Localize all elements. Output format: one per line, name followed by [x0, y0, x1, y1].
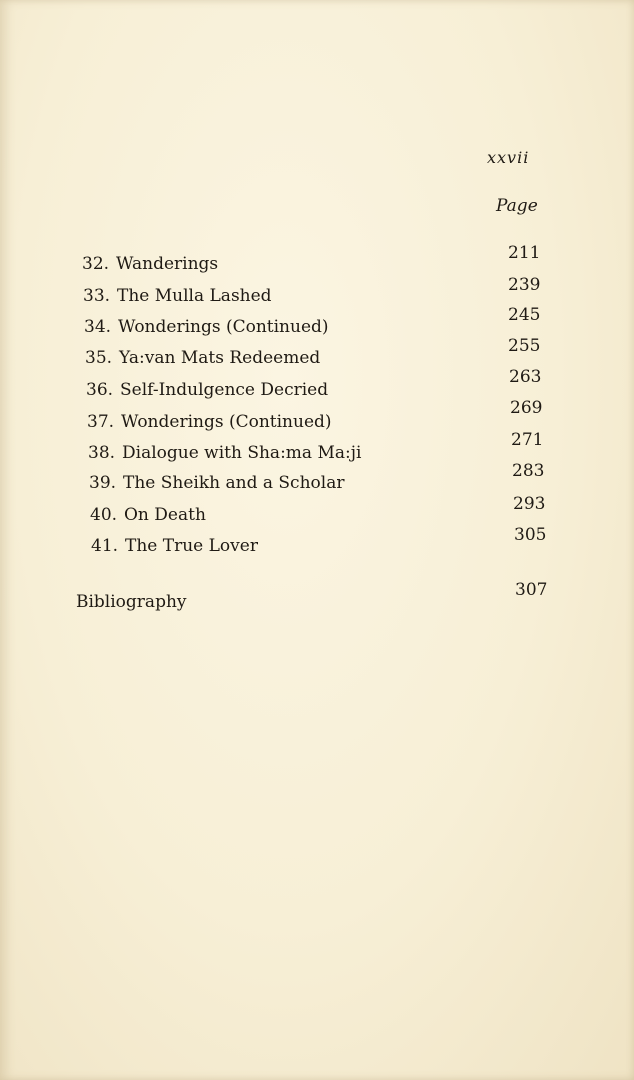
entry-number: 32. — [82, 254, 110, 274]
entry-title: The Mulla Lashed — [117, 286, 272, 306]
entry-title: Dialogue with Sha:ma Ma:ji — [122, 443, 362, 463]
page-column-header: Page — [496, 196, 538, 216]
entry-number: 37. — [87, 412, 115, 432]
toc-entry-36 — [86, 380, 328, 400]
entry-title: Wonderings (Continued) — [118, 317, 329, 337]
toc-entry-39 — [89, 473, 344, 493]
entry-title: The True Lover — [125, 536, 258, 556]
entry-page-34: 245 — [508, 305, 541, 325]
entry-page-41: 305 — [514, 525, 547, 545]
entry-page-32: 211 — [508, 243, 541, 263]
bibliography-entry: Bibliography — [76, 592, 187, 612]
roman-page-number: xxvii — [487, 148, 530, 167]
entry-number: 41. — [91, 536, 119, 556]
toc-entry-32 — [82, 254, 218, 274]
entry-page-37: 269 — [510, 398, 543, 418]
entry-page-36: 263 — [509, 367, 542, 387]
toc-entry-40 — [90, 505, 206, 525]
bibliography-page: 307 — [515, 580, 548, 600]
entry-page-38: 271 — [511, 430, 544, 450]
entry-page-40: 293 — [513, 494, 546, 514]
entry-title: The Sheikh and a Scholar — [123, 473, 345, 493]
entry-number: 40. — [90, 505, 118, 525]
entry-number: 33. — [83, 286, 111, 306]
entry-title: Self-Indulgence Decried — [120, 380, 329, 400]
toc-entry-33 — [83, 286, 272, 306]
toc-entry-34 — [84, 317, 329, 337]
toc-entry-35 — [85, 348, 320, 368]
entry-number: 38. — [88, 443, 116, 463]
entry-title: Ya:van Mats Redeemed — [119, 348, 321, 368]
entry-page-33: 239 — [508, 275, 541, 295]
entry-number: 34. — [84, 317, 112, 337]
entry-page-35: 255 — [508, 336, 541, 356]
entry-number: 35. — [85, 348, 113, 368]
entry-title: On Death — [124, 505, 206, 525]
entry-number: 36. — [86, 380, 114, 400]
entry-number: 39. — [89, 473, 117, 493]
toc-entry-37 — [87, 412, 332, 432]
entry-title: Wonderings (Continued) — [121, 412, 332, 432]
toc-entry-38 — [88, 443, 361, 463]
entry-title: Wanderings — [116, 254, 219, 274]
toc-entry-41 — [91, 536, 258, 556]
entry-page-39: 283 — [512, 461, 545, 481]
